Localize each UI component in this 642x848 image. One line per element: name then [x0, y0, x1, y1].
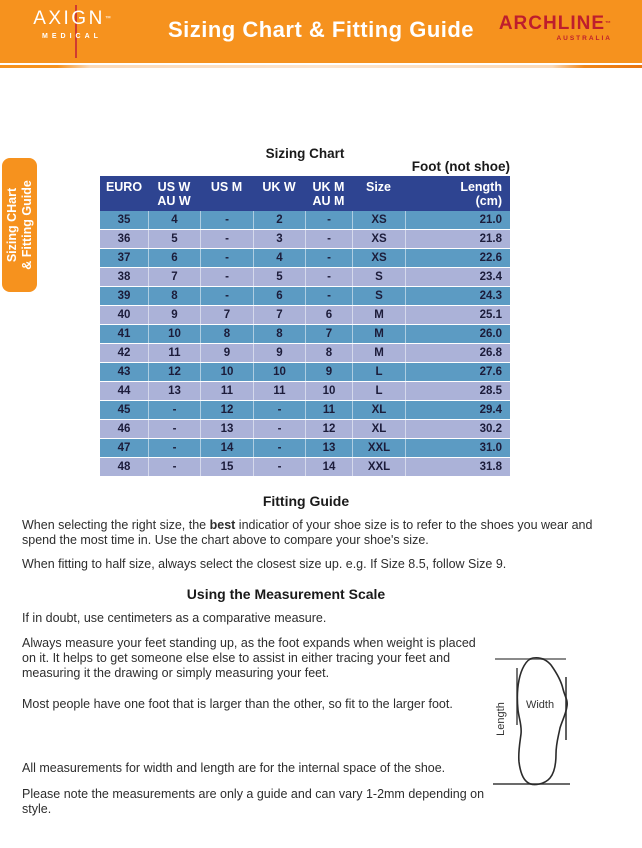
- table-cell: -: [148, 420, 200, 438]
- table-cell: -: [305, 268, 352, 286]
- table-cell: -: [148, 401, 200, 419]
- table-cell: 40: [117, 309, 131, 321]
- table-row: [100, 420, 510, 439]
- table-cell: 41: [117, 328, 131, 340]
- table-cell: 7: [253, 306, 305, 324]
- table-cell: 31.0: [405, 439, 510, 457]
- side-tab-label: [5, 180, 35, 270]
- table-cell: 5: [148, 230, 200, 248]
- table-cell: 11: [253, 382, 305, 400]
- table-row: [100, 306, 510, 325]
- paragraph-text: When selecting the right size, the: [22, 518, 210, 532]
- table-cell: 10: [148, 325, 200, 343]
- sizing-chart-table: [100, 176, 510, 477]
- paragraph-bold-text: best: [209, 518, 236, 532]
- table-cell: 14: [200, 439, 253, 457]
- measurement-paragraph-1: If in doubt, use centimeters as a comparative measure.: [22, 611, 327, 625]
- fitting-guide-heading: Fitting Guide: [262, 493, 350, 509]
- table-cell: 48: [117, 461, 131, 473]
- table-cell: 8: [148, 287, 200, 305]
- table-cell: -: [200, 287, 253, 305]
- table-cell: 26.8: [405, 344, 510, 362]
- table-cell: M: [352, 344, 405, 362]
- table-cell: 13: [305, 439, 352, 457]
- table-cell: XXL: [352, 458, 405, 476]
- table-header-row: [100, 176, 510, 211]
- table-cell: L: [352, 363, 405, 381]
- table-cell: 9: [148, 306, 200, 324]
- table-cell: -: [200, 268, 253, 286]
- table-cell: XXL: [352, 439, 405, 457]
- table-cell: 8: [253, 325, 305, 343]
- measurement-scale-heading: Using the Measurement Scale: [186, 586, 386, 602]
- table-cell: 38: [117, 271, 131, 283]
- table-cell: -: [200, 249, 253, 267]
- table-cell: 28.5: [405, 382, 510, 400]
- axign-brand-sub: MEDICAL: [42, 33, 102, 40]
- fitting-guide-paragraph-1: [22, 518, 623, 548]
- table-cell: 43: [117, 366, 131, 378]
- table-cell: XS: [352, 249, 405, 267]
- table-cell: 36: [117, 233, 131, 245]
- table-cell: -: [305, 211, 352, 229]
- table-cell: 15: [200, 458, 253, 476]
- table-cell: 7: [148, 268, 200, 286]
- table-cell: 12: [305, 420, 352, 438]
- width-label: Width: [525, 699, 555, 711]
- header-accent-line: [0, 65, 642, 68]
- table-cell: 24.3: [405, 287, 510, 305]
- table-cell: 39: [117, 290, 131, 302]
- side-tab-label-line1: Sizing CHart: [4, 187, 19, 263]
- table-cell: 7: [305, 325, 352, 343]
- table-cell: -: [200, 211, 253, 229]
- table-cell: 11: [305, 401, 352, 419]
- table-cell: 6: [253, 287, 305, 305]
- foot-not-shoe-note: Foot (not shoe): [411, 159, 510, 174]
- table-cell: 27.6: [405, 363, 510, 381]
- table-row: [100, 268, 510, 287]
- table-row: [100, 439, 510, 458]
- table-cell: -: [148, 458, 200, 476]
- table-row: [100, 344, 510, 363]
- table-cell: 6: [148, 249, 200, 267]
- table-cell: 42: [117, 347, 131, 359]
- table-cell: 25.1: [405, 306, 510, 324]
- table-cell: 10: [305, 382, 352, 400]
- fitting-guide-paragraph-2: When fitting to half size, always select the closest size up. e.g. If Size 8.5, follow Size 9.: [22, 557, 507, 571]
- table-cell: 30.2: [405, 420, 510, 438]
- table-cell: 12: [148, 363, 200, 381]
- measurement-paragraph-2: Always measure your feet standing up, as the foot expands when weight is placed on it. It helps to get someone else else to assist in either tracing your feet and measuring it the drawing or simply measuring your feet.: [22, 636, 476, 680]
- table-cell: 23.4: [405, 268, 510, 286]
- archline-brand-sub: AUSTRALIA: [556, 35, 612, 42]
- table-cell: 29.4: [405, 401, 510, 419]
- table-cell: 46: [117, 423, 131, 435]
- side-tab-label-line2: & Fitting Guide: [19, 180, 34, 270]
- column-header: US M: [210, 180, 243, 194]
- table-cell: 9: [305, 363, 352, 381]
- table-cell: 21.0: [405, 211, 510, 229]
- table-cell: -: [305, 230, 352, 248]
- table-row: [100, 287, 510, 306]
- table-cell: 47: [117, 442, 131, 454]
- column-header: Size: [365, 180, 391, 194]
- table-cell: -: [253, 420, 305, 438]
- table-cell: XS: [352, 211, 405, 229]
- table-row: [100, 249, 510, 268]
- column-header: US W AU W: [157, 180, 191, 208]
- table-row: [100, 458, 510, 477]
- table-cell: 4: [253, 249, 305, 267]
- table-cell: 7: [200, 306, 253, 324]
- length-label: Length: [495, 702, 507, 736]
- table-cell: 44: [117, 385, 131, 397]
- sizing-chart-title: Sizing Chart: [265, 146, 345, 161]
- table-cell: 12: [200, 401, 253, 419]
- column-header: UK M AU M: [312, 180, 345, 208]
- archline-logo: [499, 13, 612, 43]
- column-header: Length (cm): [460, 180, 502, 208]
- table-cell: 8: [200, 325, 253, 343]
- column-header: UK W: [262, 180, 296, 194]
- table-cell: -: [305, 249, 352, 267]
- table-cell: 8: [305, 344, 352, 362]
- table-cell: 2: [253, 211, 305, 229]
- paragraph-text: indicatior of your shoe size is to refer to the shoes you wear and spend the most time in. Use the chart above to compare your shoe's size.: [22, 518, 593, 547]
- table-body: [100, 211, 510, 477]
- trademark-symbol: ™: [104, 16, 111, 22]
- table-cell: 4: [148, 211, 200, 229]
- table-row: [100, 211, 510, 230]
- axign-brand-name: AXIGN™: [33, 8, 111, 29]
- trademark-symbol: ™: [605, 21, 612, 27]
- internal-space-paragraph: All measurements for width and length are for the internal space of the shoe.: [22, 761, 446, 775]
- table-cell: 14: [305, 458, 352, 476]
- table-cell: XS: [352, 230, 405, 248]
- guide-disclaimer-paragraph: Please note the measurements are only a guide and can vary 1-2mm depending on style.: [22, 787, 485, 816]
- table-cell: -: [148, 439, 200, 457]
- table-cell: 37: [117, 252, 131, 264]
- table-cell: 10: [200, 363, 253, 381]
- table-cell: 5: [253, 268, 305, 286]
- table-cell: S: [352, 287, 405, 305]
- table-row: [100, 325, 510, 344]
- header-banner: [0, 0, 642, 63]
- table-cell: 9: [253, 344, 305, 362]
- archline-brand-name: ARCHLINE™: [498, 13, 612, 34]
- table-cell: -: [253, 439, 305, 457]
- table-cell: 45: [117, 404, 131, 416]
- table-cell: 10: [253, 363, 305, 381]
- foot-outline-icon: [517, 658, 567, 785]
- table-cell: XL: [352, 401, 405, 419]
- table-cell: 3: [253, 230, 305, 248]
- table-cell: M: [352, 306, 405, 324]
- table-cell: 11: [148, 344, 200, 362]
- table-cell: 26.0: [405, 325, 510, 343]
- table-cell: 9: [200, 344, 253, 362]
- side-tab-sizing-chart: [2, 158, 37, 292]
- table-cell: 35: [117, 214, 131, 226]
- table-cell: 11: [200, 382, 253, 400]
- table-cell: 13: [148, 382, 200, 400]
- table-cell: S: [352, 268, 405, 286]
- table-cell: -: [305, 287, 352, 305]
- table-cell: 21.8: [405, 230, 510, 248]
- table-row: [100, 230, 510, 249]
- table-row: [100, 363, 510, 382]
- foot-measurement-diagram: [486, 648, 582, 794]
- page-title: Sizing Chart & Fitting Guide: [167, 17, 475, 42]
- table-cell: XL: [352, 420, 405, 438]
- table-row: [100, 382, 510, 401]
- table-cell: M: [352, 325, 405, 343]
- measurement-paragraph-3: Most people have one foot that is larger than the other, so fit to the larger foot.: [22, 697, 453, 711]
- table-cell: -: [200, 230, 253, 248]
- table-cell: 6: [305, 306, 352, 324]
- table-cell: 13: [200, 420, 253, 438]
- table-cell: -: [253, 401, 305, 419]
- column-header: EURO: [105, 180, 143, 194]
- table-cell: 22.6: [405, 249, 510, 267]
- table-row: [100, 401, 510, 420]
- table-cell: -: [253, 458, 305, 476]
- table-cell: 31.8: [405, 458, 510, 476]
- table-cell: L: [352, 382, 405, 400]
